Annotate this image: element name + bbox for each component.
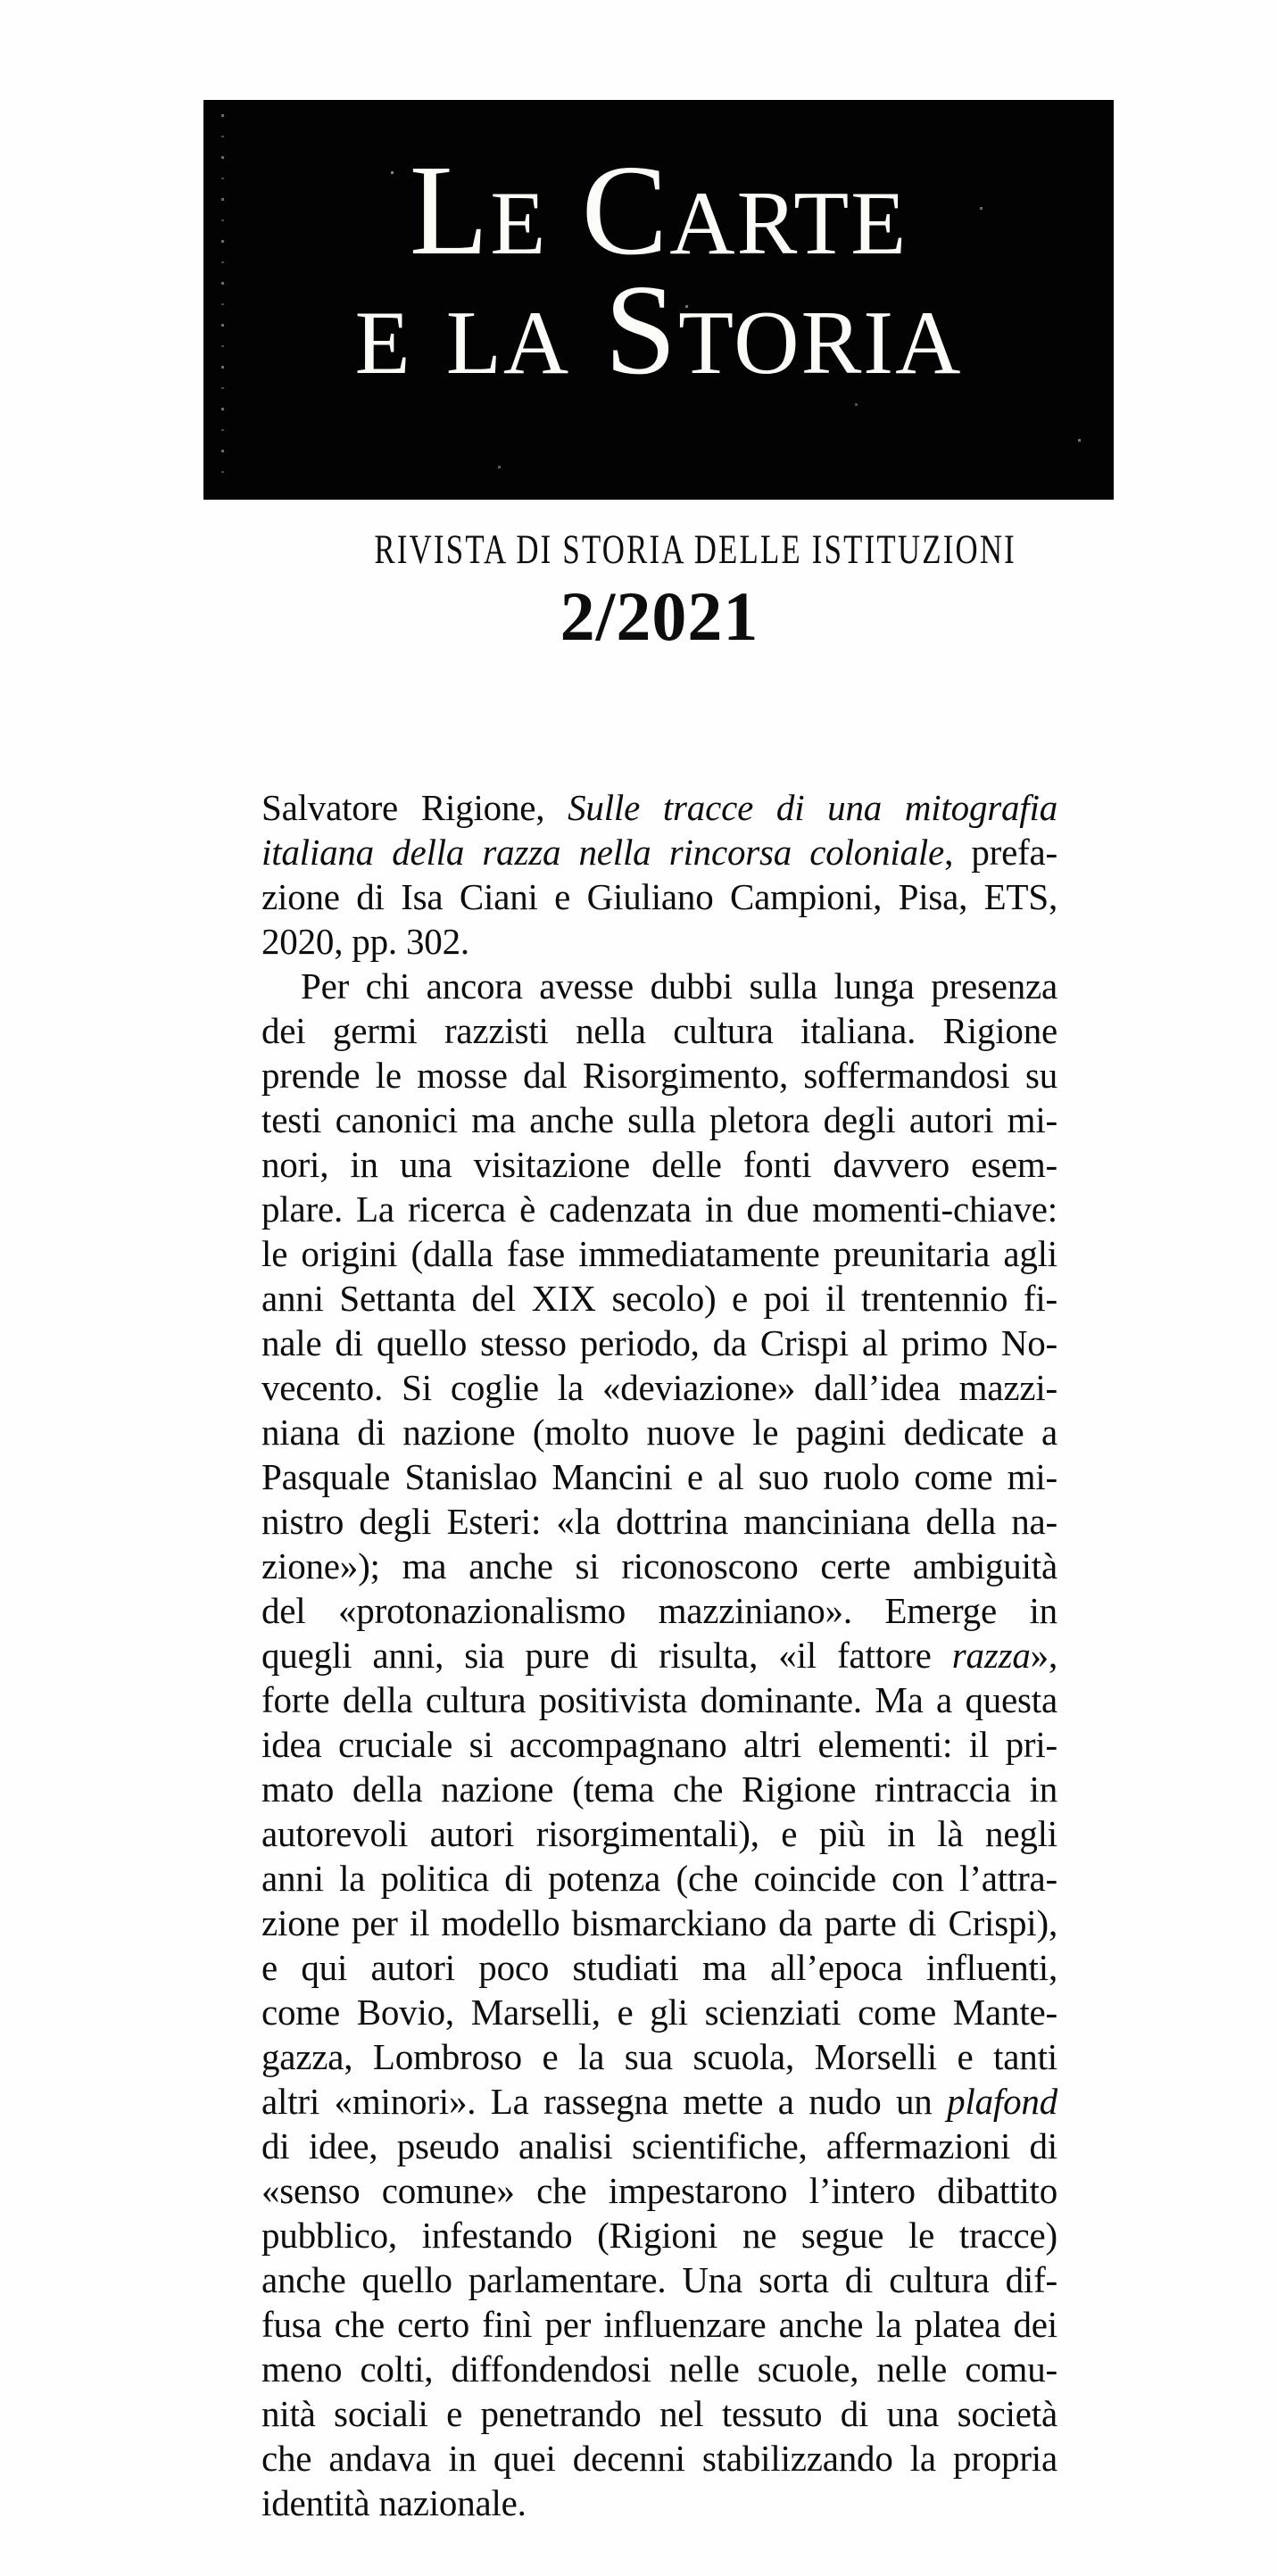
title-letter: L bbox=[409, 139, 491, 282]
text-segment: anche quello parlamentare. Una sorta di cultura dif- bbox=[261, 2259, 1057, 2300]
text-segment: che andava in quei decenni stabilizzando la propria bbox=[261, 2438, 1057, 2479]
title-letter: L bbox=[445, 293, 503, 393]
title-letter: T bbox=[678, 293, 734, 393]
text-line bbox=[261, 785, 1057, 830]
text-segment: , prefa- bbox=[944, 832, 1057, 873]
text-line bbox=[261, 1053, 1057, 1097]
text-line bbox=[261, 1722, 1057, 1767]
text-segment: meno colti, diffondendosi nelle scuole, nelle comu- bbox=[261, 2348, 1057, 2390]
text-line bbox=[261, 874, 1057, 919]
text-segment: », bbox=[1030, 1635, 1057, 1676]
title-space bbox=[412, 259, 446, 402]
text-line bbox=[261, 1856, 1057, 1901]
text-segment: pubblico, infestando (Rigioni ne segue le tracce) bbox=[261, 2215, 1057, 2256]
title-space bbox=[570, 259, 604, 402]
italic-text: plafond bbox=[947, 2081, 1057, 2122]
text-line bbox=[261, 1767, 1057, 1811]
text-line bbox=[261, 1365, 1057, 1410]
text-segment: vecento. Si coglie la «deviazione» dall’idea mazzi- bbox=[261, 1367, 1057, 1408]
title-letter: R bbox=[800, 293, 864, 393]
text-segment: nale di quello stesso periodo, da Crispi al primo No- bbox=[261, 1322, 1057, 1363]
title-letter: T bbox=[793, 173, 851, 273]
text-segment: nità sociali e penetrando nel tessuto di una società bbox=[261, 2393, 1057, 2434]
text-segment: le origini (dalla fase immediatamente preunitaria agli bbox=[261, 1233, 1057, 1274]
issue-number: 2/2021 bbox=[560, 577, 759, 655]
review-body-paragraph bbox=[261, 964, 1057, 2525]
text-line bbox=[261, 830, 1057, 874]
text-line bbox=[261, 2079, 1057, 2124]
text-line bbox=[261, 1990, 1057, 2034]
title-letter: S bbox=[604, 259, 679, 402]
text-line bbox=[261, 1276, 1057, 1321]
text-line bbox=[261, 2481, 1057, 2525]
title-letter: E bbox=[354, 293, 412, 393]
title-letter: C bbox=[581, 139, 670, 282]
text-segment: nistro degli Esteri: «la dottrina manciniana della na- bbox=[261, 1501, 1057, 1542]
text-line bbox=[261, 2391, 1057, 2436]
text-segment: come Bovio, Marselli, e gli scienziati come Mante- bbox=[261, 1992, 1057, 2033]
text-line bbox=[261, 1410, 1057, 1454]
journal-subtitle bbox=[261, 526, 1057, 574]
text-line bbox=[261, 2213, 1057, 2257]
text-line bbox=[261, 1142, 1057, 1187]
text-line bbox=[261, 2347, 1057, 2391]
italic-text: razza bbox=[951, 1635, 1031, 1676]
text-line bbox=[261, 1945, 1057, 1990]
scan-noise-specks bbox=[391, 171, 394, 174]
text-line bbox=[261, 2124, 1057, 2168]
text-line bbox=[261, 1811, 1057, 1856]
text-line bbox=[261, 964, 1057, 1008]
title-letter: E bbox=[490, 173, 548, 273]
title-letter: I bbox=[863, 293, 896, 393]
text-line bbox=[261, 1544, 1057, 1588]
text-segment: anni la politica di potenza (che coincide con l’attra- bbox=[261, 1858, 1057, 1899]
text-line bbox=[261, 1454, 1057, 1499]
review-citation-paragraph bbox=[261, 785, 1057, 964]
title-letter: A bbox=[502, 293, 571, 393]
text-line bbox=[261, 1321, 1057, 1365]
text-segment: zione»); ma anche si riconoscono certe ambiguità bbox=[261, 1545, 1057, 1586]
text-segment: anni Settanta del XIX secolo) e poi il trentennio fi- bbox=[261, 1278, 1057, 1319]
text-segment: Per chi ancora avesse dubbi sulla lunga presenza bbox=[301, 965, 1057, 1006]
text-segment: 2020, pp. 302. bbox=[261, 921, 469, 962]
text-segment: gazza, Lombroso e la sua scuola, Morselli e tanti bbox=[261, 2036, 1057, 2077]
text-line bbox=[261, 1901, 1057, 1945]
text-line bbox=[261, 2034, 1057, 2079]
text-line bbox=[261, 2257, 1057, 2302]
text-segment: e qui autori poco studiati ma all’epoca influenti, bbox=[261, 1947, 1057, 1988]
text-segment: «senso comune» che impestarono l’intero dibattito bbox=[261, 2170, 1057, 2211]
text-segment: autorevoli autori risorgimentali), e più in là negli bbox=[261, 1813, 1057, 1854]
text-segment: altri «minori». La rassegna mette a nudo un bbox=[261, 2081, 948, 2122]
text-line bbox=[261, 1677, 1057, 1722]
book-review-text bbox=[261, 785, 1057, 2525]
italic-text: Sulle tracce di una mitografia bbox=[568, 787, 1057, 828]
text-segment: forte della cultura positivista dominante. Ma a questa bbox=[261, 1679, 1057, 1720]
text-segment: Pasquale Stanislao Mancini e al suo ruolo come mi- bbox=[261, 1456, 1057, 1497]
text-segment: dei germi razzisti nella cultura italiana. Rigione bbox=[261, 1010, 1057, 1051]
text-segment: testi canonici ma anche sulla pletora degli autori mi- bbox=[261, 1099, 1057, 1140]
journal-masthead bbox=[203, 100, 1114, 500]
text-line bbox=[261, 1097, 1057, 1142]
text-line bbox=[261, 1008, 1057, 1053]
text-segment: del «protonazionalismo mazziniano». Emerge in bbox=[261, 1590, 1057, 1631]
title-letter: A bbox=[669, 173, 737, 273]
text-segment: Salvatore Rigione, bbox=[261, 787, 568, 828]
text-line bbox=[261, 1633, 1057, 1677]
text-line bbox=[261, 2168, 1057, 2213]
text-segment: identità nazionale. bbox=[261, 2482, 527, 2523]
text-segment: mato della nazione (tema che Rigione rintraccia in bbox=[261, 1768, 1057, 1810]
text-line bbox=[261, 2302, 1057, 2347]
text-segment: plare. La ricerca è cadenzata in due momenti-chiave: bbox=[261, 1189, 1057, 1230]
text-line bbox=[261, 1499, 1057, 1544]
text-segment: niana di nazione (molto nuove le pagini dedicate a bbox=[261, 1412, 1057, 1453]
text-segment: zione per il modello bismarckiano da parte di Crispi), bbox=[261, 1902, 1057, 1943]
text-segment: nori, in una visitazione delle fonti davvero esem- bbox=[261, 1144, 1057, 1185]
text-segment: zione di Isa Ciani e Giuliano Campioni, Pisa, ETS, bbox=[261, 876, 1057, 917]
text-line bbox=[261, 1231, 1057, 1276]
text-segment: di idee, pseudo analisi scientifiche, affermazioni di bbox=[261, 2125, 1057, 2166]
journal-title-line2 bbox=[203, 259, 1114, 402]
title-letter: R bbox=[736, 173, 794, 273]
journal-subtitle-text: RIVISTA DI STORIA DELLE ISTITUZIONI bbox=[374, 526, 1016, 573]
text-line bbox=[261, 2436, 1057, 2481]
text-segment: quegli anni, sia pure di risulta, «il fattore bbox=[261, 1635, 952, 1676]
text-line bbox=[261, 1187, 1057, 1231]
title-letter: A bbox=[895, 293, 963, 393]
text-line bbox=[261, 919, 1057, 964]
title-letter: O bbox=[734, 293, 801, 393]
text-line bbox=[261, 1588, 1057, 1633]
title-letter: E bbox=[850, 173, 908, 273]
text-segment: prende le mosse dal Risorgimento, soffermandosi su bbox=[261, 1055, 1057, 1096]
text-segment: fusa che certo finì per influenzare anche la platea dei bbox=[261, 2304, 1057, 2345]
text-segment: idea cruciale si accompagnano altri elementi: il pri- bbox=[261, 1724, 1057, 1765]
italic-text: italiana della razza nella rincorsa coloniale bbox=[261, 832, 945, 873]
scan-artifact-left-edge bbox=[221, 114, 224, 485]
